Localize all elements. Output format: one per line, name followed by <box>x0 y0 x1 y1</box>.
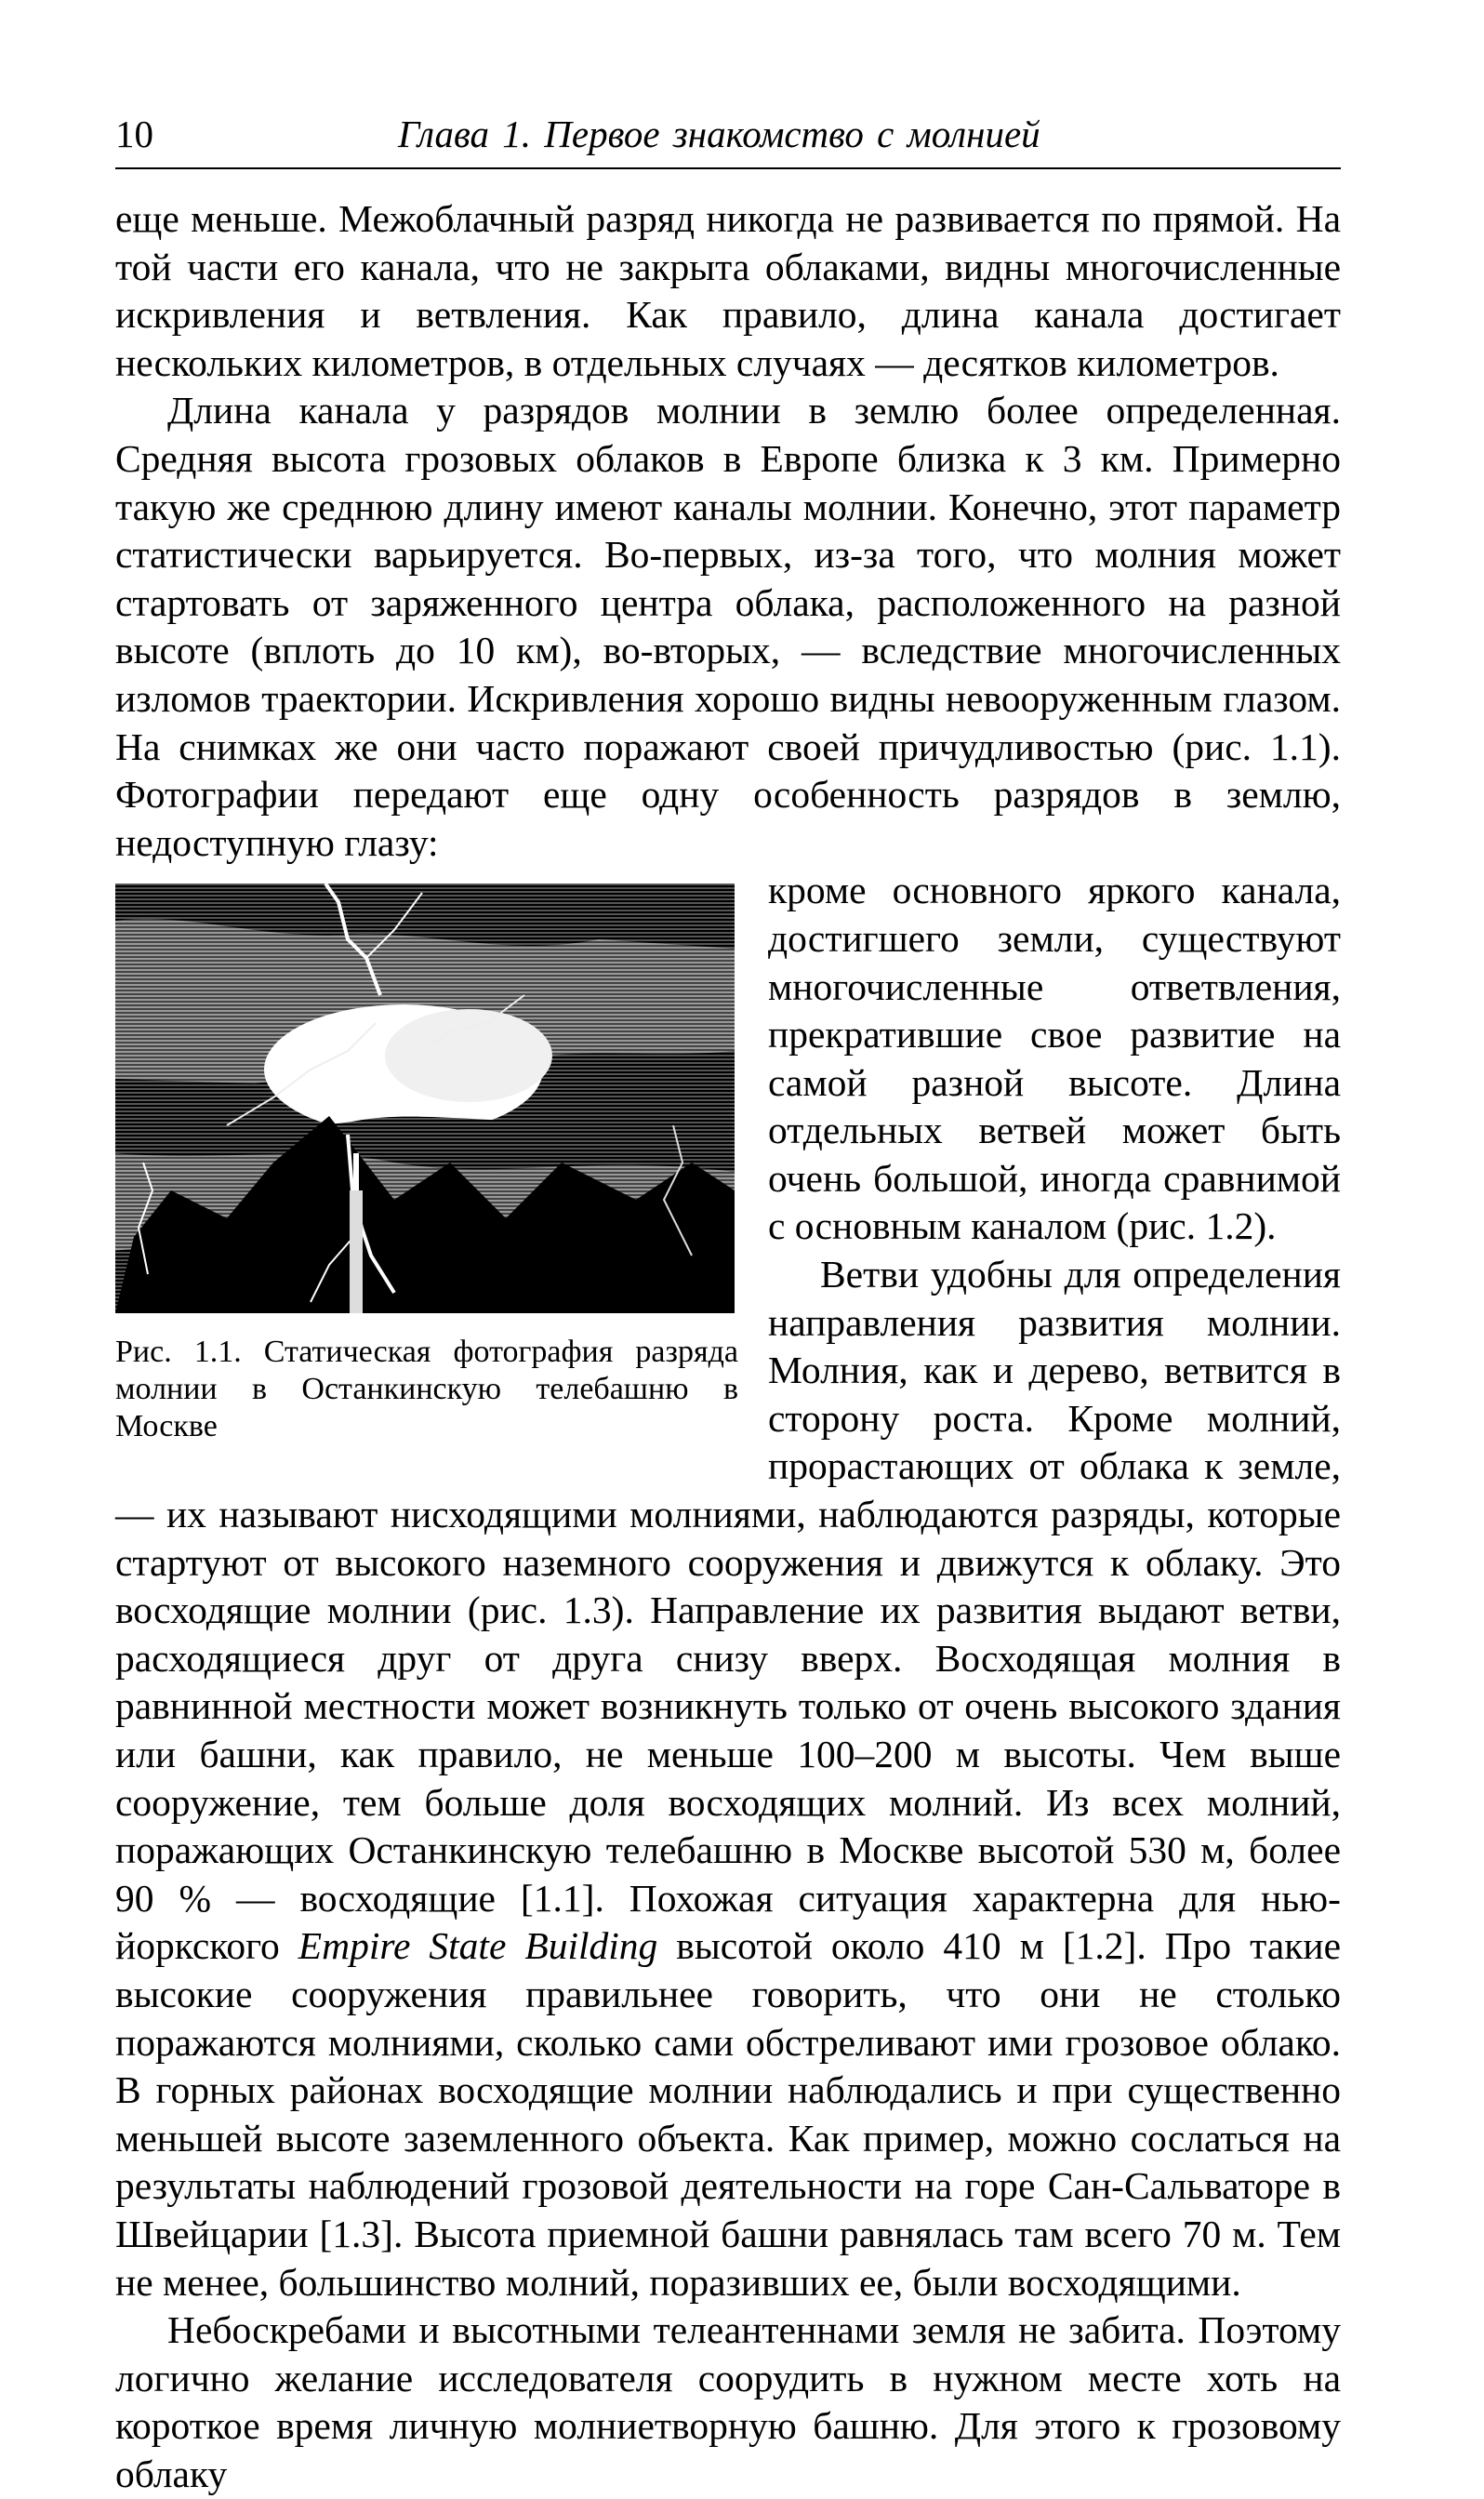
figure-1-1 <box>115 884 738 1445</box>
book-page <box>115 112 1341 2499</box>
paragraph-2-head: Длина канала у разрядов молнии в землю более определенная. Средняя высота грозовых облаков в Европе близка к 3 км. Примерно такую же среднюю длину имеют каналы молнии. Конечно, этот параметр статистически варьируется. Во-первых, из-за того, что молния может стартовать от заряженного центра облака, расположенного на разной высоте (вплоть до 10 км), во-вторых, — вследствие многочисленных изломов траектории. Искривления хорошо видны невооруженным глазом. На снимках же они часто поражают своей причудливостью (рис. 1.1). Фотографии передают еще одну особенность разрядов в землю, недоступную глазу: <box>115 389 1341 864</box>
paragraph-3-part-1: Ветви удобны для определения направления развития молнии. Молния, как и дерево, ветвится в сторону роста. Кроме молний, прорастающих от облака к земле, — их называют нисходящими молниями, наблюдаются разряды, которые стартуют от высокого наземного сооружения и движутся к облаку. Это восходящие молнии (рис. 1.3). Направление их развития выдают ветви, расходящиеся друг от друга снизу вверх. Восходящая молния в равнинной местности может возникнуть только от очень высокого здания или башни, как правило, не меньше 100–200 м высоты. Чем выше сооружение, тем больше доля восходящих молний. Из всех молний, поражающих Останкинскую телебашню в Москве высотой 530 м, более 90 % — восходящие [1.1]. Похожая ситуация характерна для нью-йоркского <box>115 1253 1341 1968</box>
empire-state-building-text: Empire State Building <box>298 1924 658 1968</box>
page-header <box>115 112 1341 169</box>
paragraph-4: Небоскребами и высотными телеантеннами земля не забита. Поэтому логично желание исследователя соорудить в нужном месте хоть на короткое время личную молниетворную башню. Для этого к грозовому облаку <box>115 2308 1341 2495</box>
running-title: Глава 1. Первое знакомство с молнией <box>398 113 1040 155</box>
paragraph-3-part-2: высотой около 410 м [1.2]. Про такие высокие сооружения правильнее говорить, что они не столько поражаются молниями, сколько сами обстреливают ими грозовое облако. В горных районах восходящие молнии наблюдались и при существенно меньшей высоте заземленного объекта. Как пример, можно сослаться на результаты наблюдений грозовой деятельности на горе Сан-Сальваторе в Швейцарии [1.3]. Высота приемной башни равнялась там всего 70 м. Тем не менее, большинство молний, поразивших ее, были восходящими. <box>115 1924 1341 2304</box>
paragraph-1: еще меньше. Межоблачный разряд никогда не развивается по прямой. На той части его канала, что не закрыта облаками, видны многочисленные искривления и ветвления. Как правило, длина канала достигает нескольких километров, в отдельных случаях — десятков километров. <box>115 197 1341 384</box>
figure-wrap-block <box>115 387 1341 867</box>
lightning-photo <box>115 884 735 1313</box>
page-number: 10 <box>115 113 153 155</box>
paragraph-2-tail: кроме основного яркого канала, достигшего земли, существуют многочисленные ответвления, прекратившие свое развитие на самой разной высоте. Длина отдельных ветвей может быть очень большой, иногда сравнимой с основным каналом (рис. 1.2). <box>768 869 1341 1248</box>
figure-caption: Рис. 1.1. Статическая фотография разряда молнии в Останкинскую телебашню в Москве <box>115 1335 738 1444</box>
